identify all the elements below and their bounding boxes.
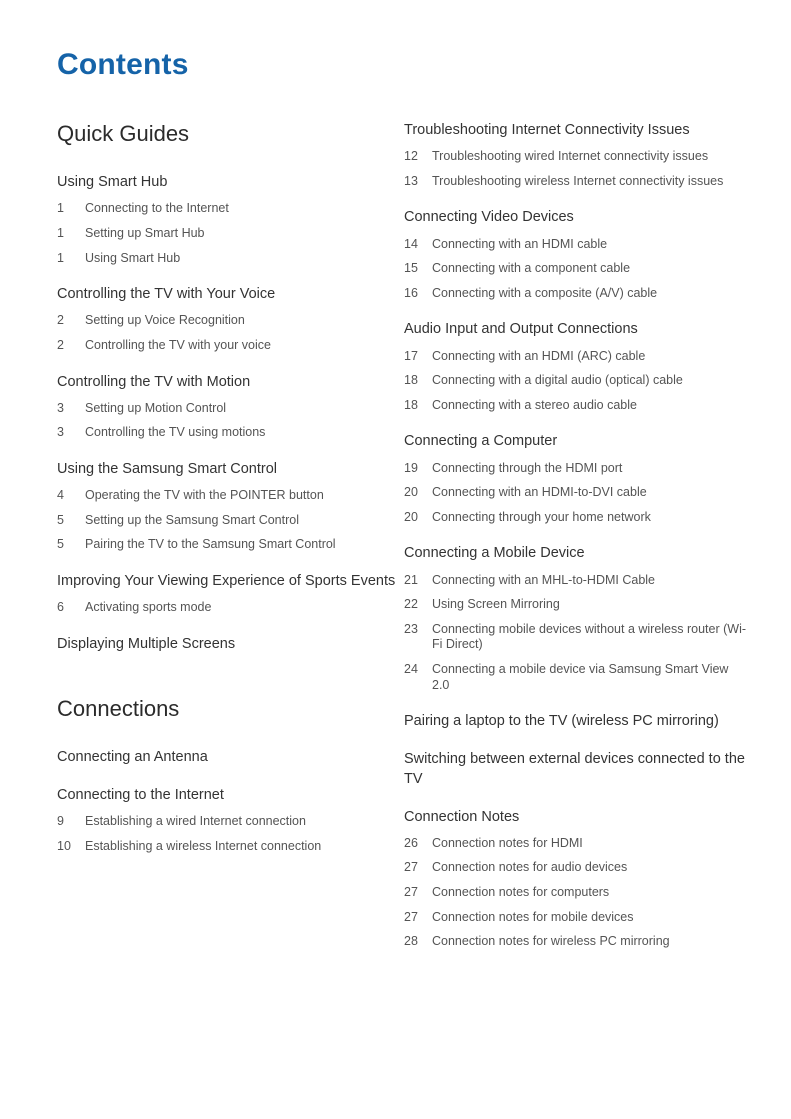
toc-entry[interactable] bbox=[404, 622, 747, 653]
toc-entry-page-number: 4 bbox=[57, 488, 64, 503]
toc-group bbox=[57, 460, 404, 553]
toc-entry[interactable] bbox=[57, 425, 404, 441]
toc-entry-page-number: 1 bbox=[57, 201, 64, 216]
toc-entry-page-number: 27 bbox=[404, 885, 418, 899]
toc-entry-page-number: 18 bbox=[404, 373, 418, 388]
toc-entry-label: Setting up Motion Control bbox=[85, 400, 227, 415]
toc-group-title[interactable]: Switching between external devices connected to the TV bbox=[404, 751, 745, 787]
toc-entry[interactable] bbox=[57, 488, 404, 504]
toc-entry[interactable] bbox=[404, 485, 747, 501]
toc-group bbox=[57, 635, 404, 654]
toc-group-title[interactable]: Connecting a Computer bbox=[404, 433, 558, 450]
toc-entry[interactable] bbox=[404, 461, 747, 477]
toc-group-title[interactable]: Troubleshooting Internet Connectivity Issues bbox=[404, 122, 690, 138]
toc-entry-page-number: 1 bbox=[57, 250, 64, 265]
toc-entry-label: Troubleshooting wired Internet connectivity issues bbox=[432, 149, 709, 164]
toc-group-title[interactable]: Controlling the TV with Motion bbox=[57, 373, 251, 390]
toc-entry-label: Connecting mobile devices without a wireless router (Wi-Fi Direct) bbox=[432, 621, 747, 652]
toc-entry-page-number: 18 bbox=[404, 397, 418, 412]
toc-entry-page-number: 22 bbox=[404, 597, 418, 612]
toc-entry-page-number: 16 bbox=[404, 285, 418, 300]
toc-group bbox=[57, 786, 404, 854]
toc-entry-label: Connection notes for wireless PC mirroring bbox=[432, 934, 670, 949]
toc-entry-label: Setting up the Samsung Smart Control bbox=[85, 512, 300, 527]
toc-entry[interactable] bbox=[404, 662, 747, 693]
toc-group bbox=[57, 173, 404, 266]
toc-group-title[interactable]: Displaying Multiple Screens bbox=[57, 635, 236, 652]
toc-entry[interactable] bbox=[404, 885, 747, 901]
toc-group-title[interactable]: Connecting an Antenna bbox=[57, 749, 208, 766]
toc-entry-label: Using Smart Hub bbox=[85, 250, 181, 265]
toc-entry-label: Pairing the TV to the Samsung Smart Control bbox=[85, 537, 336, 552]
toc-entry-label: Connection notes for HDMI bbox=[432, 835, 583, 850]
toc-entry-page-number: 21 bbox=[404, 572, 418, 587]
toc-entry[interactable] bbox=[404, 373, 747, 389]
toc-entry-page-number: 2 bbox=[57, 313, 64, 328]
toc-entry-page-number: 1 bbox=[57, 226, 64, 241]
toc-entry-label: Controlling the TV using motions bbox=[85, 425, 266, 440]
toc-entry[interactable] bbox=[57, 401, 404, 417]
toc-entry-page-number: 27 bbox=[404, 909, 418, 924]
toc-entry-page-number: 10 bbox=[57, 839, 71, 854]
toc-entry-label: Connecting to the Internet bbox=[85, 201, 229, 216]
toc-entry[interactable] bbox=[57, 201, 404, 217]
toc-entry-label: Using Screen Mirroring bbox=[432, 597, 560, 612]
toc-section-heading[interactable]: Connections bbox=[57, 695, 180, 721]
toc-entry-label: Connection notes for mobile devices bbox=[432, 909, 634, 924]
toc-entry-page-number: 19 bbox=[404, 460, 418, 475]
toc-entry[interactable] bbox=[404, 398, 747, 414]
toc-entry[interactable] bbox=[404, 349, 747, 365]
toc-group bbox=[404, 121, 747, 189]
toc-entry[interactable] bbox=[57, 537, 404, 553]
toc-section-heading[interactable]: Quick Guides bbox=[57, 121, 190, 146]
toc-entry[interactable] bbox=[404, 597, 747, 613]
toc-entry[interactable] bbox=[404, 237, 747, 253]
toc-entry-page-number: 20 bbox=[404, 509, 418, 524]
toc-group bbox=[404, 544, 747, 693]
toc-group bbox=[404, 320, 747, 413]
toc-entry-page-number: 20 bbox=[404, 485, 418, 500]
toc-entry-page-number: 6 bbox=[57, 600, 64, 615]
toc-entry[interactable] bbox=[404, 149, 747, 165]
toc-group bbox=[57, 373, 404, 441]
toc-entry[interactable] bbox=[404, 934, 747, 950]
toc-group-title[interactable]: Pairing a laptop to the TV (wireless PC mirroring) bbox=[404, 713, 719, 730]
toc-group bbox=[404, 750, 747, 788]
toc-entry-page-number: 3 bbox=[57, 425, 64, 440]
toc-group-title[interactable]: Connecting a Mobile Device bbox=[404, 545, 585, 562]
toc-entry-label: Connecting with an HDMI (ARC) cable bbox=[432, 348, 646, 363]
toc-group-title[interactable]: Using Smart Hub bbox=[57, 174, 168, 191]
toc-entry-page-number: 17 bbox=[404, 348, 418, 363]
toc-entry[interactable] bbox=[404, 174, 747, 190]
toc-entry[interactable] bbox=[404, 510, 747, 526]
toc-entry-label: Operating the TV with the POINTER button bbox=[85, 488, 324, 503]
toc-entry-label: Establishing a wired Internet connection bbox=[85, 814, 306, 829]
toc-entry-label: Connecting with a component cable bbox=[432, 261, 631, 276]
toc-group bbox=[57, 748, 404, 767]
toc-entry-page-number: 26 bbox=[404, 835, 418, 850]
toc-group bbox=[57, 572, 404, 616]
toc-entry-label: Connecting with a stereo audio cable bbox=[432, 397, 637, 412]
toc-entry-page-number: 12 bbox=[404, 149, 418, 164]
toc-entry[interactable] bbox=[404, 573, 747, 589]
toc-entry-label: Connecting with a digital audio (optical) cable bbox=[432, 373, 683, 388]
toc-group bbox=[404, 432, 747, 525]
toc-entry[interactable] bbox=[57, 814, 404, 830]
toc-entry-page-number: 3 bbox=[57, 400, 64, 415]
toc-entry-page-number: 27 bbox=[404, 860, 418, 875]
toc-entry[interactable] bbox=[57, 839, 404, 855]
toc-entry[interactable] bbox=[57, 338, 404, 354]
toc-entry[interactable] bbox=[57, 313, 404, 329]
toc-entry[interactable] bbox=[404, 860, 747, 876]
toc-entry-label: Connection notes for audio devices bbox=[432, 860, 628, 875]
toc-entry-label: Connecting a mobile device via Samsung Smart View 2.0 bbox=[432, 662, 729, 692]
toc-group-title[interactable]: Connecting to the Internet bbox=[57, 787, 224, 804]
toc-group bbox=[404, 808, 747, 950]
toc-entry-page-number: 14 bbox=[404, 236, 418, 251]
toc-group-title[interactable]: Audio Input and Output Connections bbox=[404, 321, 638, 338]
toc-entry-page-number: 13 bbox=[404, 173, 418, 188]
toc-entry[interactable] bbox=[57, 251, 404, 267]
toc-entry-label: Connecting with an HDMI cable bbox=[432, 236, 608, 251]
toc-group bbox=[404, 712, 747, 731]
toc-entry-page-number: 9 bbox=[57, 814, 64, 829]
toc-group-title[interactable]: Using the Samsung Smart Control bbox=[57, 461, 278, 478]
toc-entry-label: Controlling the TV with your voice bbox=[85, 338, 271, 353]
toc-entry-page-number: 23 bbox=[404, 621, 418, 636]
toc-entry-label: Connecting through the HDMI port bbox=[432, 460, 623, 475]
toc-group bbox=[404, 208, 747, 301]
toc-entry[interactable] bbox=[404, 286, 747, 302]
toc-entry-page-number: 5 bbox=[57, 537, 64, 552]
toc-entry[interactable] bbox=[404, 836, 747, 852]
toc-entry[interactable] bbox=[57, 600, 404, 616]
toc-entry-label: Activating sports mode bbox=[85, 600, 212, 615]
toc-entry-label: Troubleshooting wireless Internet connectivity issues bbox=[432, 173, 724, 188]
toc-entry-label: Connecting through your home network bbox=[432, 509, 651, 524]
toc-entry-page-number: 28 bbox=[404, 934, 418, 949]
toc-entry[interactable] bbox=[57, 513, 404, 529]
toc-entry-label: Connection notes for computers bbox=[432, 885, 610, 899]
toc-entry-page-number: 15 bbox=[404, 261, 418, 276]
page-title: Contents bbox=[57, 48, 189, 81]
toc-entry-page-number: 5 bbox=[57, 512, 64, 527]
toc-entry-label: Establishing a wireless Internet connection bbox=[85, 839, 322, 854]
toc-group-title[interactable]: Connection Notes bbox=[404, 808, 520, 825]
toc-group-title[interactable]: Improving Your Viewing Experience of Sports Events bbox=[57, 573, 396, 590]
toc-entry-label: Setting up Smart Hub bbox=[85, 226, 205, 241]
toc-columns bbox=[57, 121, 747, 950]
toc-entry-label: Setting up Voice Recognition bbox=[85, 313, 245, 328]
toc-entry[interactable] bbox=[57, 226, 404, 242]
toc-group-title[interactable]: Controlling the TV with Your Voice bbox=[57, 286, 276, 303]
toc-entry-page-number: 2 bbox=[57, 338, 64, 353]
toc-entry[interactable] bbox=[404, 910, 747, 926]
toc-column-left bbox=[57, 121, 404, 950]
toc-group bbox=[57, 285, 404, 353]
toc-entry-page-number: 24 bbox=[404, 662, 418, 676]
toc-entry-label: Connecting with a composite (A/V) cable bbox=[432, 285, 658, 300]
toc-entry[interactable] bbox=[404, 261, 747, 277]
toc-entry-label: Connecting with an MHL-to-HDMI Cable bbox=[432, 572, 656, 587]
toc-entry-label: Connecting with an HDMI-to-DVI cable bbox=[432, 485, 647, 500]
toc-column-right bbox=[404, 121, 747, 950]
toc-group-title[interactable]: Connecting Video Devices bbox=[404, 209, 574, 226]
